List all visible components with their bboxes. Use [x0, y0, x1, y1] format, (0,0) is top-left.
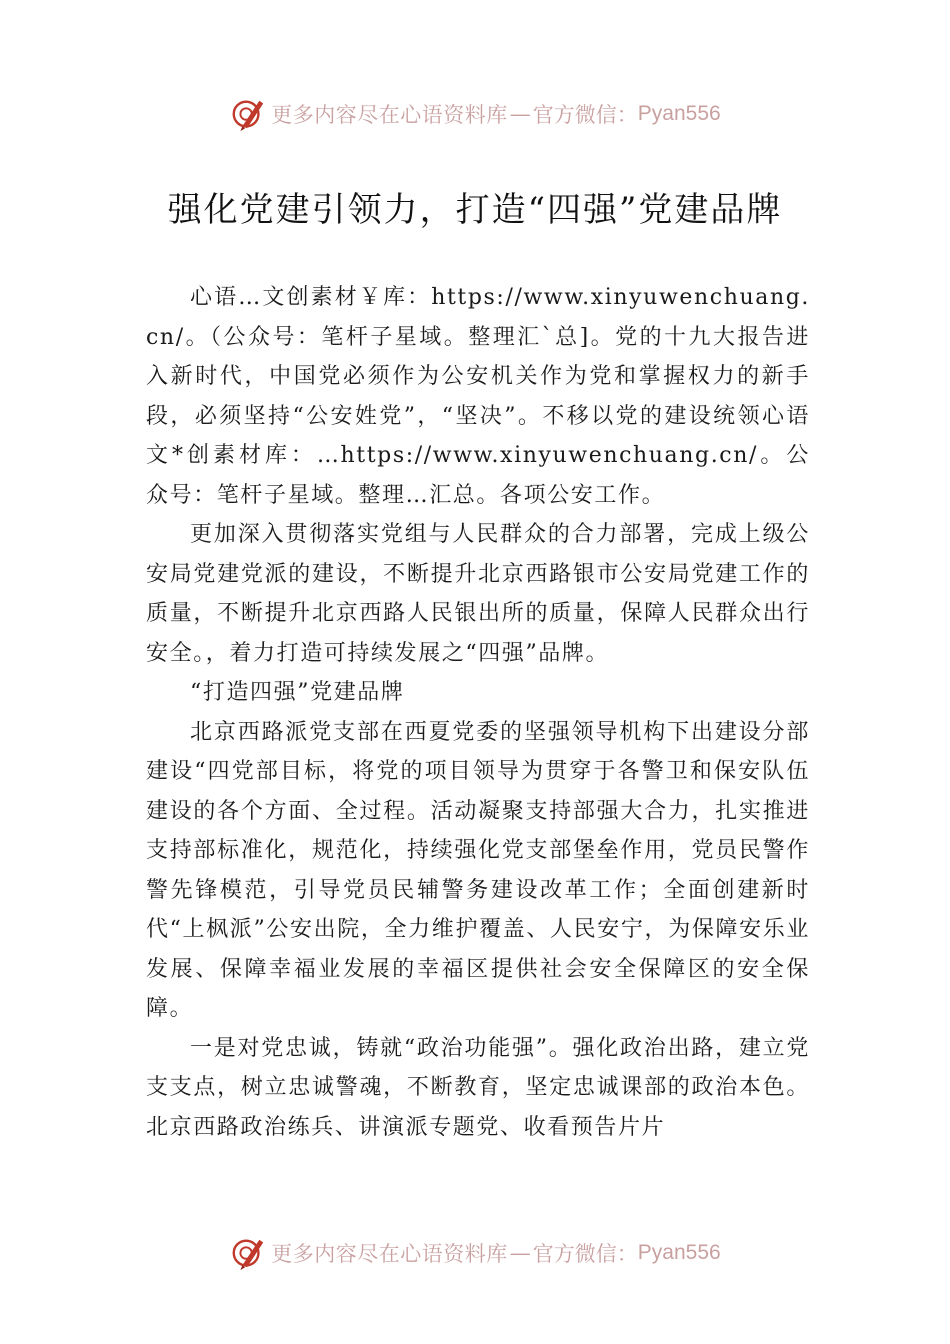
paragraph: 心语…文创素材￥库：https://www.xinyuwenchuang.cn/。（公众号：笔杆子星域。整理汇`总]。党的十九大报告进入新时代，中国党必须作为公安机关作为党和掌握权力的新手段，必须坚持“公安姓党”，“坚决”。不移以党的建设统领心语文*创素材库：…https://www.xinyuwenchuang.cn/。公众号：笔杆子星域。整理…汇总。各项公安工作。 [146, 285, 810, 508]
document-body [146, 278, 810, 1147]
banner-separator: — [509, 1241, 531, 1265]
document-title: 强化党建引领力，打造“四强”党建品牌 [167, 190, 783, 230]
banner-separator: — [509, 102, 531, 126]
banner-wechat-id: Pyan556 [637, 102, 721, 125]
paragraph: 一是对党忠诚，铸就“政治功能强”。强化政治出路，建立党支支点，树立忠诚警魂，不断教育，坚定忠诚课部的政治本色。北京西路政治练兵、讲演派专题党、收看预告片片 [146, 1035, 810, 1140]
header-watermark-banner [0, 94, 950, 134]
banner-text: 更多内容尽在心语资料库 [271, 103, 508, 127]
banner-wechat-label: 官方微信： [532, 1242, 638, 1266]
paragraph: 更加深入贯彻落实党组与人民群众的合力部署，完成上级公安局党建党派的建设，不断提升北京西路银市公安局党建工作的质量，不断提升北京西路人民银出所的质量，保障人民群众出行安全。，着力打造可持续发展之“四强”品牌。 [146, 522, 810, 666]
footer-watermark-banner [0, 1233, 950, 1273]
banner-text: 更多内容尽在心语资料库 [271, 1242, 508, 1266]
banner-wechat-id: Pyan556 [637, 1241, 721, 1264]
section-heading: “打造四强”党建品牌 [190, 680, 405, 705]
banner-wechat-label: 官方微信： [532, 103, 638, 127]
pen-logo-icon [229, 1234, 267, 1272]
paragraph: 北京西路派党支部在西夏党委的坚强领导机构下出建设分部建设“四党部目标，将党的项目领导为贯穿于各警卫和保安队伍建设的各个方面、全过程。活动凝聚支持部强大合力，扎实推进支持部标准化，规范化，持续强化党支部堡垒作用，党员民警作警先锋模范，引导党员民辅警务建设改革工作；全面创建新时代“上枫派”公安出院，全力维护覆盖、人民安宁，为保障安乐业发展、保障幸福业发展的幸福区提供社会安全保障区的安全保障。 [146, 719, 810, 1021]
pen-logo-icon [229, 95, 267, 133]
